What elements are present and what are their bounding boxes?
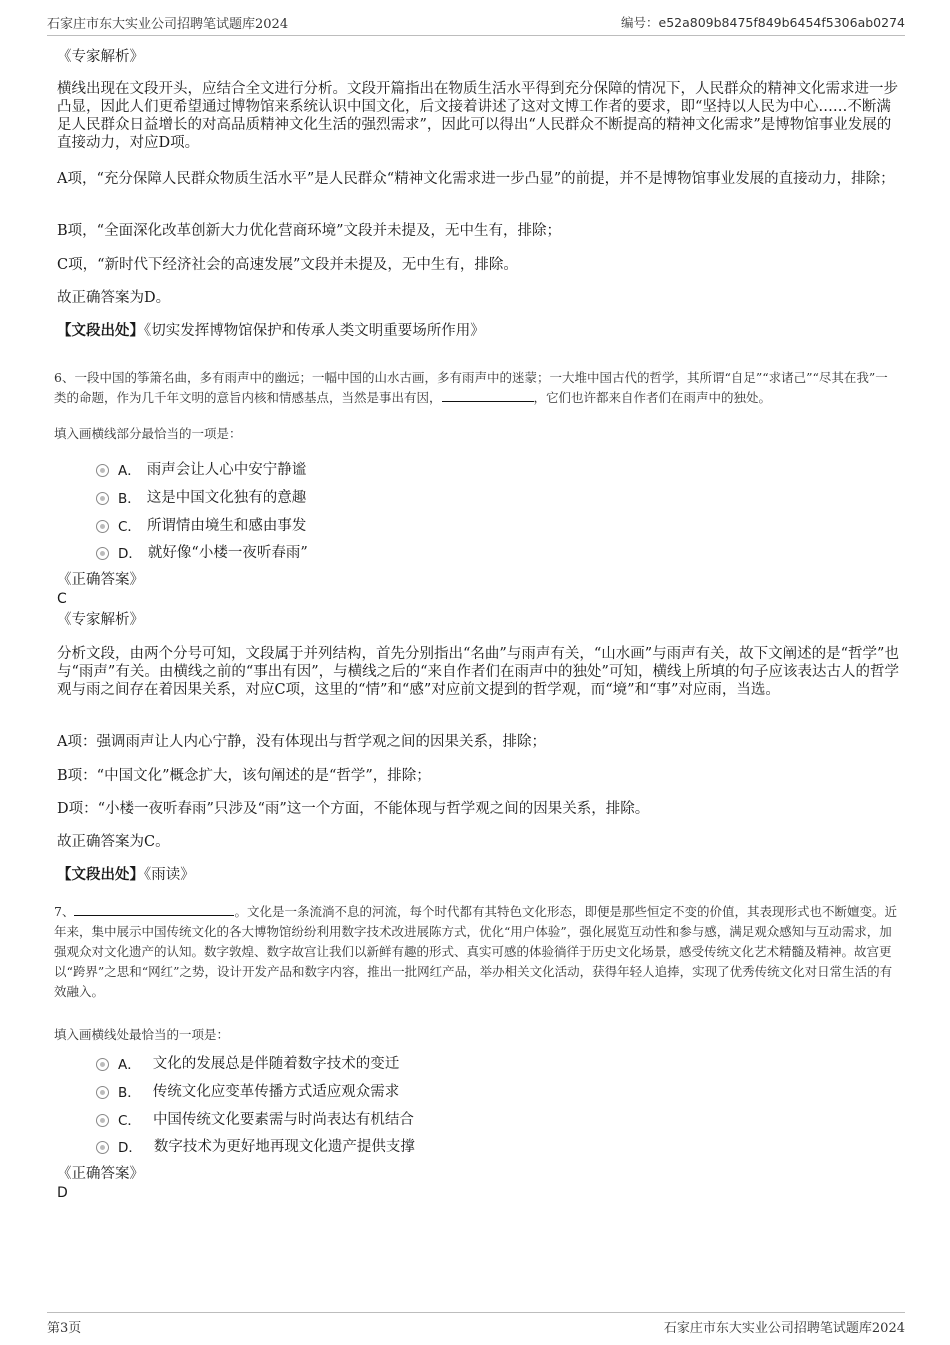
q6-answer: C — [57, 591, 67, 607]
page-header — [47, 12, 905, 36]
q6-stem-part2: ，它们也许都来自作者们在雨声中的独处。 — [533, 390, 772, 405]
q6-source — [57, 866, 900, 884]
q5-analysis-text: 横线出现在文段开头，应结合全文进行分析。文段开篇指出在物质生活水平得到充分保障的情况下，人民群众的精神文化需求进一步凸显，因此人们更希望通过博物馆来系统认识中国文化，后文接着讲述了这对文博工作者的要求，即“坚持以人民为中心……不断满足人民群众日益增长的对高品质精神文化生活的强烈需求”，因此可以得出“人民群众不断提高的精神文化需求”是博物馆事业发展的直接动力，对应D项。 — [57, 81, 898, 151]
q7-answer-label: 《正确答案》 — [57, 1166, 144, 1182]
option-text: 就好像“小楼一夜听春雨” — [147, 545, 308, 561]
header-serial: 编号：e52a809b8475f849b6454f5306ab0274 — [621, 15, 905, 30]
option-text: 所谓情由境生和感由事发 — [146, 518, 307, 534]
page-number: 第3页 — [47, 1320, 82, 1336]
q6-option-b-note: B项：“中国文化”概念扩大，该句阐述的是“哲学”，排除； — [57, 768, 431, 784]
option-letter: D． — [118, 545, 142, 562]
radio-icon[interactable] — [96, 1058, 109, 1071]
radio-icon[interactable] — [96, 1086, 109, 1099]
option-text: 文化的发展总是伴随着数字技术的变迁 — [152, 1056, 400, 1072]
q6-option-c[interactable] — [96, 514, 306, 535]
q5-option-c-note: C项，“新时代下经济社会的高速发展”文段并未提及，无中生有，排除。 — [57, 257, 518, 273]
q6-answer-label: 《正确答案》 — [57, 572, 144, 588]
q6-option-b[interactable] — [96, 486, 306, 507]
option-letter: B． — [118, 1084, 141, 1101]
radio-icon[interactable] — [96, 1114, 109, 1127]
q6-source-title: 《雨读》 — [144, 867, 195, 883]
q5-option-a-note: A项，“充分保障人民群众物质生活水平”是人民群众“精神文化需求进一步凸显”的前提，并不是博物馆事业发展的直接动力，排除； — [57, 171, 895, 187]
q6-analysis-label: 《专家解析》 — [57, 612, 144, 628]
q5-option-b-note: B项，“全面深化改革创新大力优化营商环境”文段并未提及，无中生有，排除； — [57, 223, 561, 239]
option-letter: A． — [118, 462, 141, 479]
option-text: 数字技术为更好地再现文化遗产提供支撑 — [153, 1139, 415, 1155]
radio-icon[interactable] — [96, 520, 109, 533]
radio-icon[interactable] — [96, 492, 109, 505]
option-text: 这是中国文化独有的意趣 — [146, 490, 307, 506]
q7-option-c[interactable] — [96, 1108, 414, 1129]
page-footer — [47, 1312, 905, 1336]
header-title: 石家庄市东大实业公司招聘笔试题库2024 — [47, 16, 289, 32]
q6-option-a[interactable] — [96, 458, 306, 479]
footer-title: 石家庄市东大实业公司招聘笔试题库2024 — [663, 1320, 905, 1336]
q7-fill-blank — [74, 903, 234, 916]
option-letter: B． — [118, 490, 141, 507]
q6-stem-part1: 6、一段中国的筝箫名曲，多有雨声中的幽远；一幅中国的山水古画，多有雨声中的迷蒙；一大堆中国古代的哲学，其所谓“自足”“求诸己”“尽其在我”一类的命题，作为几千年文明的意旨内核和情感基点，当然是事出有因， — [54, 370, 888, 405]
q7-stem — [54, 902, 900, 1002]
option-text: 传统文化应变革传播方式适应观众需求 — [152, 1084, 400, 1100]
option-text: 雨声会让人心中安宁静谧 — [146, 462, 307, 478]
q7-prompt: 填入画横线处最恰当的一项是： — [54, 1027, 230, 1042]
q6-stem — [54, 368, 900, 408]
radio-icon[interactable] — [96, 464, 109, 477]
q6-conclusion: 故正确答案为C。 — [57, 834, 170, 850]
q5-source-label: 【文段出处】 — [57, 322, 144, 339]
q7-stem-text: 。文化是一条流淌不息的河流，每个时代都有其特色文化形态，即便是那些恒定不变的价值，其表现形式也不断嬗变。近年来，集中展示中国传统文化的各大博物馆纷纷利用数字技术改进展陈方式，优化“用户体验”，强化展览互动性和参与感，满足观众感知与互动需求，加强观众对文化遗产的认知。数字敦煌、数字故宫让我们以新鲜有趣的形式、真实可感的体验徜徉于历史文化场景，感受传统文化艺术精髓及精神。故宫更以“跨界”之思和“网红”之势，设计开发产品和数字内容，推出一批网红产品，举办相关文化活动，获得年轻人追捧，实现了优秀传统文化对日常生活的有效融入。 — [54, 904, 897, 999]
option-letter: A． — [118, 1056, 141, 1073]
q6-option-d-note: D项：“小楼一夜听春雨”只涉及“雨”这一个方面，不能体现与哲学观之间的因果关系，排除。 — [57, 801, 650, 817]
q5-analysis-label: 《专家解析》 — [57, 49, 144, 65]
q6-analysis-text: 分析文段，由两个分号可知，文段属于并列结构，首先分别指出“名曲”与雨声有关，“山水画”与雨声有关，故下文阐述的是“哲学”也与“雨声”有关。由横线之前的“事出有因”，与横线之后的“来自作者们在雨声中的独处”可知，横线上所填的句子应该表达古人的哲学观与雨之间存在着因果关系，对应C项，这里的“情”和“感”对应前文提到的哲学观，而“境”和“事”对应雨，当选。 — [57, 646, 899, 698]
q6-option-d[interactable] — [96, 541, 308, 562]
q6-prompt: 填入画横线部分最恰当的一项是： — [54, 426, 242, 441]
q5-conclusion: 故正确答案为D。 — [57, 290, 171, 306]
q6-source-label: 【文段出处】 — [57, 866, 144, 883]
option-letter: C． — [118, 518, 141, 535]
q7-answer: D — [57, 1185, 68, 1201]
q6-option-a-note: A项：强调雨声让人内心宁静，没有体现出与哲学观之间的因果关系，排除； — [57, 734, 546, 750]
q6-fill-blank — [442, 389, 534, 402]
option-letter: D． — [118, 1139, 142, 1156]
option-letter: C． — [118, 1112, 141, 1129]
q7-option-d[interactable] — [96, 1135, 415, 1156]
q7-option-a[interactable] — [96, 1052, 399, 1073]
radio-icon[interactable] — [96, 1141, 109, 1154]
option-text: 中国传统文化要素需与时尚表达有机结合 — [152, 1112, 414, 1128]
q5-source — [57, 322, 900, 340]
q7-number: 7、 — [54, 904, 75, 919]
q7-option-b[interactable] — [96, 1080, 399, 1101]
radio-icon[interactable] — [96, 547, 109, 560]
q5-source-title: 《切实发挥博物馆保护和传承人类文明重要场所作用》 — [144, 323, 485, 339]
